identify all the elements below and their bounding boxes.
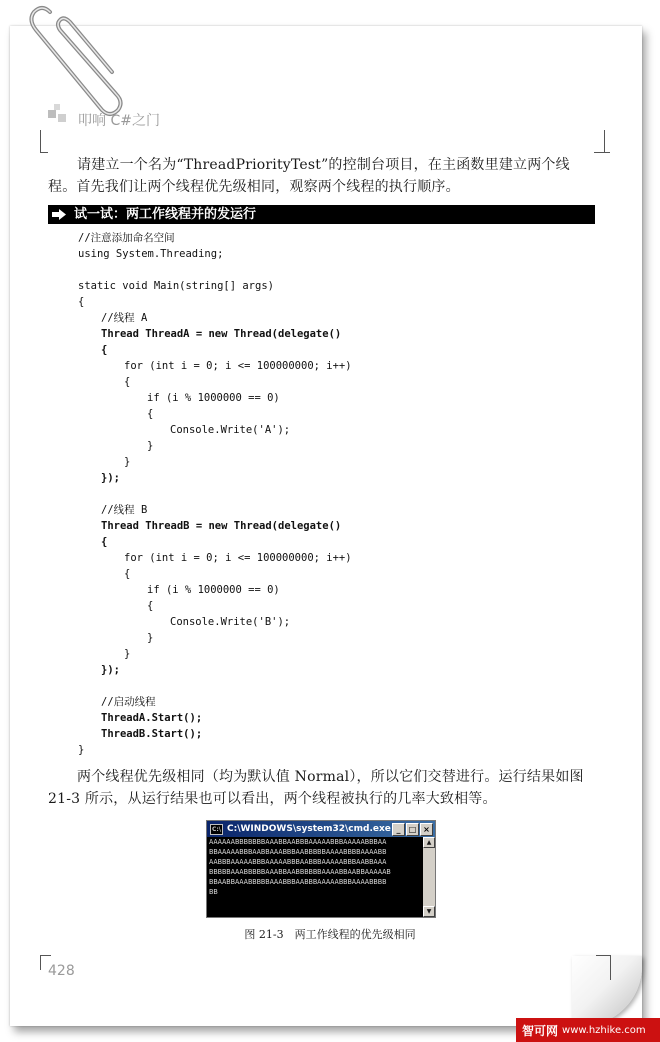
code-line: } xyxy=(124,456,131,468)
code-line: //注意添加命名空间 xyxy=(78,232,175,244)
code-line: Thread ThreadB = new Thread(delegate() xyxy=(101,520,342,532)
code-line: Thread ThreadA = new Thread(delegate() xyxy=(101,328,342,340)
crop-mark xyxy=(594,130,605,152)
intro-paragraph: 请建立一个名为“ThreadPriorityTest”的控制台项目，在主函数里建立两个线程。首先我们让两个线程优先级相同，观察两个线程的执行顺序。 xyxy=(48,157,570,195)
code-line: { xyxy=(147,600,154,612)
header-squares-icon xyxy=(48,104,72,124)
code-line: Console.Write('A'); xyxy=(170,424,291,436)
scroll-up-arrow-icon[interactable]: ▲ xyxy=(423,837,435,848)
scrollbar[interactable] xyxy=(423,837,435,917)
code-line: { xyxy=(124,568,131,580)
code-line: //线程 B xyxy=(101,504,148,516)
crop-mark xyxy=(40,130,51,152)
code-line: static void Main(string[] args) xyxy=(78,280,274,292)
window-title: C:\WINDOWS\system32\cmd.exe xyxy=(227,824,391,834)
maximize-button[interactable]: □ xyxy=(406,823,419,836)
arrow-right-icon xyxy=(52,209,66,220)
code-line: if (i % 1000000 == 0) xyxy=(147,392,280,404)
console-line: AAAAAABBBBBBBAAABBAABBBAAAAABBBAAAAABBBAA xyxy=(209,837,387,846)
result-paragraph: 两个线程优先级相同（均为默认值 Normal），所以它们交替进行。运行结果如图 21-3 所示，从运行结果也可以看出，两个线程被执行的几率大致相等。 xyxy=(48,769,584,807)
code-line: //启动线程 xyxy=(101,696,156,708)
crop-mark xyxy=(594,152,610,163)
code-line: for (int i = 0; i <= 100000000; i++) xyxy=(124,552,352,564)
cmd-icon: C:\ xyxy=(212,825,221,833)
code-line: { xyxy=(101,344,108,356)
code-line: { xyxy=(101,536,108,548)
console-output xyxy=(207,837,423,917)
figure-caption: 图 21-3 两工作线程的优先级相同 xyxy=(244,928,416,941)
watermark-url: www.hzhike.com xyxy=(562,1024,646,1036)
watermark-badge xyxy=(516,1018,660,1042)
scroll-down-arrow-icon[interactable]: ▼ xyxy=(423,906,435,917)
console-line: BB xyxy=(209,887,218,896)
try-it-banner xyxy=(48,205,595,224)
console-line: BBAAAAABBBAABBAAABBBAABBBBBAAAABBBBAAAABB xyxy=(209,847,387,856)
code-line: { xyxy=(78,296,85,308)
window-titlebar xyxy=(207,821,435,837)
code-line: ThreadA.Start(); xyxy=(101,712,203,724)
console-line: BBBBBAAABBBBBAAABBAABBBBBBAAAABBAABBAAAAAB xyxy=(209,867,391,876)
watermark-name: 智可网 xyxy=(522,1023,559,1038)
code-line: Console.Write('B'); xyxy=(170,616,291,628)
code-line: using System.Threading; xyxy=(78,248,224,260)
paperclip-icon xyxy=(20,0,130,120)
window-controls xyxy=(392,823,433,836)
code-line: } xyxy=(147,440,154,452)
page-number: 428 xyxy=(48,963,75,979)
code-line: } xyxy=(78,744,85,756)
code-line: { xyxy=(147,408,154,420)
running-header: 叩响 C#之门 xyxy=(78,113,160,129)
banner-label: 试一试：两工作线程并的发运行 xyxy=(74,207,257,222)
crop-mark xyxy=(40,152,48,163)
code-line: } xyxy=(124,648,131,660)
code-line: }); xyxy=(101,472,120,484)
code-line: ThreadB.Start(); xyxy=(101,728,203,740)
code-line: if (i % 1000000 == 0) xyxy=(147,584,280,596)
code-line xyxy=(78,262,352,278)
code-line xyxy=(78,486,352,502)
code-line xyxy=(78,678,352,694)
code-block xyxy=(78,230,352,758)
console-line: BBAABBAAABBBBBAAABBBAABBBAAAAABBBAAAABBBB xyxy=(209,877,387,886)
code-line: { xyxy=(124,376,131,388)
console-window-figure xyxy=(206,820,436,918)
console-line: AABBBAAAAABBBAAAAABBBAABBBAAAAABBBAABBAAA xyxy=(209,857,387,866)
code-line: }); xyxy=(101,664,120,676)
code-line: //线程 A xyxy=(101,312,148,324)
minimize-button[interactable]: _ xyxy=(392,823,405,836)
close-button[interactable]: × xyxy=(420,823,433,836)
code-line: for (int i = 0; i <= 100000000; i++) xyxy=(124,360,352,372)
crop-mark xyxy=(596,955,611,980)
code-line: } xyxy=(147,632,154,644)
